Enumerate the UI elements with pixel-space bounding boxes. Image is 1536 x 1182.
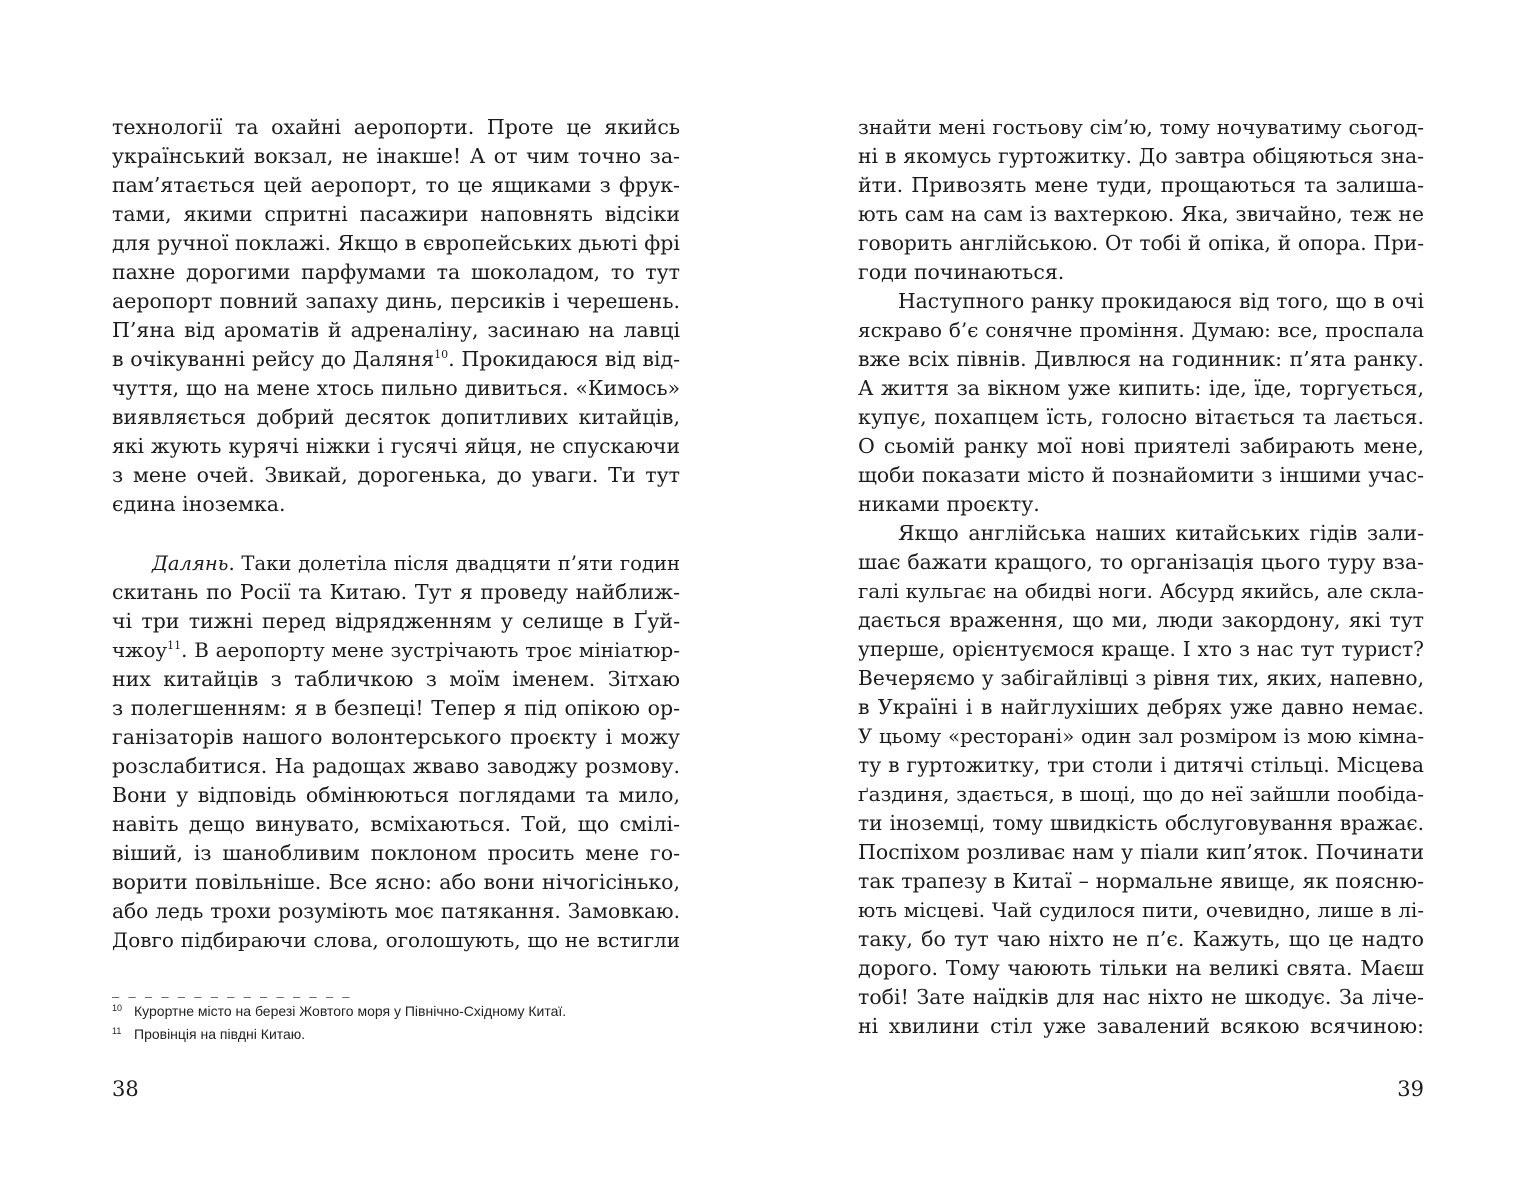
text-line: галі кульгає на обидві ноги. Абсурд якийсь, але скла- bbox=[858, 580, 1424, 603]
text-segment: . Таки долетіла після двадцяти п’яти годин bbox=[228, 552, 680, 575]
text-line: виявляється добрий десяток допитливих китайців, bbox=[112, 405, 680, 429]
text-line: або ледь трохи розуміють моє патякання. Замовкаю. bbox=[112, 899, 680, 923]
text-line: технології та охайні аеропорти. Проте це якийсь bbox=[112, 115, 680, 139]
text-line: які жують курячі ніжки і гусячі яйця, не спускаючи bbox=[112, 434, 680, 458]
text-line: дається враження, що ми, люди закордону, які тут bbox=[858, 608, 1424, 632]
text-line: П’яна від ароматів й адреналіну, засинаю на лавці bbox=[112, 318, 680, 342]
footnote-text: Курортне місто на березі Жовтого моря у Північно-Східному Китаї. bbox=[134, 1003, 567, 1019]
text-line: ні в якомусь гуртожитку. До завтра обіцяються зна- bbox=[858, 144, 1424, 168]
text-line: скитань по Росії та Китаю. Тут я проведу найближ- bbox=[112, 580, 680, 604]
footnote-ref-11[interactable]: 11 bbox=[167, 639, 182, 652]
text-line: Вечеряємо у забігайлівці з рівня тих, яких, напевно, bbox=[858, 666, 1424, 690]
text-line: так трапезу в Китаї – нормальне явище, як поясню- bbox=[858, 869, 1424, 893]
text-line: чуття, що на мене хтось пильно дивиться. «Кимось» bbox=[112, 376, 680, 400]
text-line: них китайців з табличкою з моїм іменем. Зітхаю bbox=[112, 667, 680, 691]
text-line: розслабитися. На радощах жваво заводжу розмову. bbox=[112, 754, 680, 778]
text-line: знайти мені гостьову сім’ю, тому ночуватиму сьогод- bbox=[858, 115, 1424, 139]
text-line: таку, бо тут чаю ніхто не п’є. Кажуть, що це надто bbox=[858, 927, 1424, 951]
text-line bbox=[112, 345, 680, 374]
footnote-11 bbox=[112, 1026, 305, 1042]
text-line: тами, якими спритні пасажири наповнять відсіки bbox=[112, 202, 680, 226]
text-line bbox=[112, 636, 680, 665]
text-line: Вони у відповідь обмінюються поглядами та мило, bbox=[112, 783, 680, 807]
text-line: ганізаторів нашого волонтерського проєкту і можу bbox=[112, 725, 680, 749]
text-line: ту в гуртожитку, три столи і дитячі стільці. Місцева bbox=[858, 753, 1424, 777]
text-line: О сьомій ранку мої нові приятелі забирають мене, bbox=[858, 434, 1424, 458]
text-line: щоби показати місто й познайомити з іншими учас- bbox=[858, 463, 1424, 487]
text-line: уперше, орієнтуємося краще. І хто з нас тут турист? bbox=[858, 637, 1424, 661]
footnote-10 bbox=[112, 1003, 566, 1019]
place-name-italic: Далянь bbox=[152, 552, 229, 575]
text-segment: . Прокидаюся від від- bbox=[448, 347, 680, 371]
text-line bbox=[112, 549, 680, 578]
text-line: ти іноземці, тому швидкість обслуговування вражає. bbox=[858, 811, 1424, 835]
left-paragraph-2 bbox=[112, 549, 680, 955]
text-line: ворити повільніше. Все ясно: або вони нічогісінько, bbox=[112, 870, 680, 894]
text-line: шає бажати кращого, то організація цього туру вза- bbox=[858, 550, 1424, 574]
text-line: купує, похапцем їсть, голосно вітається та лається. bbox=[858, 405, 1424, 429]
text-line: вже всіх півнів. Дивлюся на годинник: п’ята ранку. bbox=[858, 347, 1424, 371]
footnote-number: 10 bbox=[112, 1003, 123, 1013]
text-line: Наступного ранку прокидаюся від того, що в очі bbox=[898, 289, 1424, 313]
text-line: український вокзал, не інакше! А от чим точно за- bbox=[112, 144, 680, 168]
text-line: чі три тижні перед відрядженням у селище в Ґуй- bbox=[112, 609, 680, 633]
text-line: ні хвилини стіл уже завалений всякою всячиною: bbox=[858, 1014, 1424, 1038]
text-line: віший, із шанобливим поклоном просить мене го- bbox=[112, 841, 680, 865]
right-paragraph-3 bbox=[858, 519, 1424, 1041]
text-line: аеропорт повний запаху динь, персиків і черешень. bbox=[112, 289, 680, 313]
text-line: ґаздиня, здається, в шоці, що до неї зайшли пообіда- bbox=[858, 782, 1424, 806]
footnote-number: 11 bbox=[112, 1026, 122, 1036]
text-segment: в очікуванні рейсу до Даляня bbox=[112, 347, 435, 371]
text-line: єдина іноземка. bbox=[112, 492, 286, 516]
footnote-separator: – – – – – – – – – – – – – – – bbox=[112, 990, 351, 1004]
text-line: для ручної поклажі. Якщо в європейських дьюті фрі bbox=[112, 231, 680, 255]
text-line: У цьому «ресторані» один зал розміром із мою кімна- bbox=[858, 725, 1424, 748]
text-segment: . В аеропорту мене зустрічають троє мініатюр- bbox=[181, 639, 680, 662]
text-line: Поспіхом розливає нам у піали кип’яток. Починати bbox=[858, 840, 1424, 864]
footnote-text: Провінція на півдні Китаю. bbox=[134, 1026, 306, 1042]
text-line: ють місцеві. Чай судилося пити, очевидно, лише в лі- bbox=[858, 899, 1424, 922]
text-line: йти. Привозять мене туди, прощаються та залиша- bbox=[858, 173, 1424, 197]
text-line: в Україні і в найглухіших дебрях уже давно немає. bbox=[858, 695, 1424, 719]
text-line: Якщо англійська наших китайських гідів зали- bbox=[898, 521, 1424, 545]
text-segment: чжоу bbox=[112, 639, 168, 662]
text-line: Довго підбираючи слова, оголошують, що не встигли bbox=[112, 928, 680, 952]
text-line: яскраво б’є сонячне проміння. Думаю: все, проспала bbox=[858, 319, 1424, 342]
left-paragraph-1 bbox=[112, 113, 680, 519]
text-line: навіть дещо винувато, всміхаються. Той, що смілі- bbox=[112, 812, 680, 836]
text-line: годи починаються. bbox=[858, 260, 1065, 284]
text-line: з мене очей. Звикай, дорогенька, до уваги. Ти тут bbox=[112, 463, 680, 487]
text-line: пам’ятається цей аеропорт, то це ящиками з фрук- bbox=[112, 173, 680, 197]
right-paragraph-2 bbox=[858, 287, 1424, 519]
page-number: 39 bbox=[1397, 1077, 1424, 1101]
text-line: А життя за вікном уже кипить: іде, їде, торгується, bbox=[858, 376, 1424, 400]
text-line: дорого. Тому чаюють тільки на великі свята. Маєш bbox=[858, 956, 1424, 980]
right-paragraph-1 bbox=[858, 113, 1424, 287]
text-line: говорить англійською. От тобі й опіка, й опора. При- bbox=[858, 231, 1424, 255]
page-number: 38 bbox=[112, 1077, 139, 1101]
text-line: пахне дорогими парфумами та шоколадом, то тут bbox=[112, 260, 680, 284]
text-line: ють сам на сам із вахтеркою. Яка, звичайно, теж не bbox=[858, 202, 1424, 226]
footnote-ref-10[interactable]: 10 bbox=[434, 348, 449, 361]
text-line: никами проєкту. bbox=[858, 492, 1040, 516]
text-line: з полегшенням: я в безпеці! Тепер я під опікою ор- bbox=[112, 696, 680, 720]
text-line: тобі! Зате наїдків для нас ніхто не шкодує. За ліче- bbox=[858, 985, 1424, 1009]
